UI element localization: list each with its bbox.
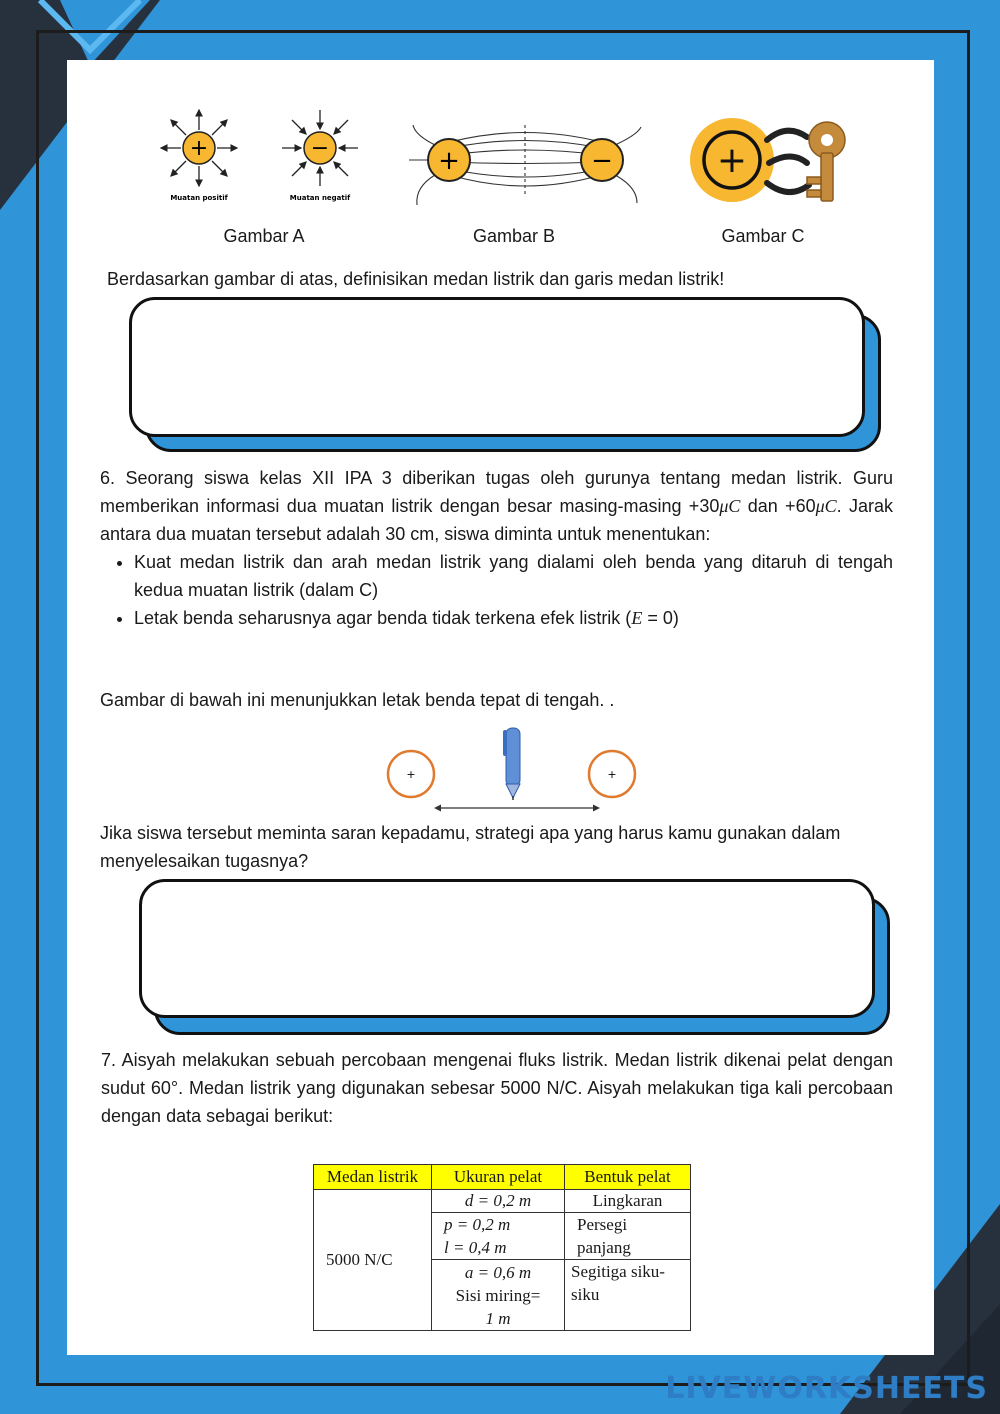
header-medan-listrik: Medan listrik xyxy=(314,1165,432,1190)
header-bentuk-pelat: Bentuk pelat xyxy=(565,1165,691,1190)
charge-left-symbol: + xyxy=(406,768,416,781)
svg-text:+: + xyxy=(438,146,460,176)
question-6-text: 6. Seorang siswa kelas XII IPA 3 diberikan tugas oleh gurunya tentang medan listrik. Guru memberikan informasi dua muatan listrik dengan besar masing-masing +30μC dan +60μC. Jarak antara dua muatan tersebut adalah 30 cm, siswa diminta untuk menentukan: • Kuat medan listrik dan arah medan listrik yang dialami oleh benda yang ditaruh di tengah kedua muatan listrik (dalam C) • Letak benda seharusnya agar benda tidak terkena efek listrik (E = 0) xyxy=(100,464,893,632)
figure-b-dipole-field xyxy=(405,115,650,210)
data-table xyxy=(313,1164,691,1331)
cell-shape-row2: Persegi panjang xyxy=(565,1213,691,1260)
cell-shape-row1: Lingkaran xyxy=(565,1190,691,1213)
label-gambar-c: Gambar C xyxy=(721,226,805,246)
svg-text:−: − xyxy=(591,146,613,176)
label-gambar-b: Gambar B xyxy=(472,226,556,246)
svg-text:+: + xyxy=(716,140,748,181)
question-6-bullets xyxy=(100,548,893,632)
cell-size-row1: d = 0,2 m xyxy=(432,1190,565,1213)
label-gambar-a: Gambar A xyxy=(223,226,305,246)
svg-text:+: + xyxy=(189,136,209,161)
answer-box-1[interactable] xyxy=(129,297,865,437)
watermark-liveworksheets: LIVEWORKSHEETS xyxy=(665,1371,988,1406)
worksheet-page xyxy=(67,60,934,1355)
figure-c-charge-key xyxy=(687,115,857,210)
svg-text:−: − xyxy=(310,136,330,161)
caption-muatan-negatif: Muatan negatif xyxy=(289,194,351,202)
figure-charges-pen xyxy=(382,720,647,815)
cell-size-row2: p = 0,2 m l = 0,4 m xyxy=(432,1213,565,1260)
bullet-letak-benda: • Letak benda seharusnya agar benda tidak terkena efek listrik (E = 0) xyxy=(134,604,893,632)
question-7-text: 7. Aisyah melakukan sebuah percobaan mengenai fluks listrik. Medan listrik dikenai pelat dengan sudut 60°. Medan listrik yang digunakan sebesar 5000 N/C. Aisyah melakukan tiga kali percobaan dengan data sebagai berikut: xyxy=(101,1050,893,1126)
caption-muatan-positif: Muatan positif xyxy=(170,194,228,202)
cell-size-row3: a = 0,6 m Sisi miring= 1 m xyxy=(432,1260,565,1331)
figure-a-charges xyxy=(155,102,370,207)
charge-right-symbol: + xyxy=(607,768,617,781)
pen-icon xyxy=(503,728,520,800)
cell-field-value: 5000 N/C xyxy=(314,1190,432,1331)
cell-shape-row3: Segitiga siku-siku xyxy=(565,1260,691,1331)
answer-box-2[interactable] xyxy=(139,879,875,1018)
header-ukuran-pelat: Ukuran pelat xyxy=(432,1165,565,1190)
question-6-prompt: Jika siswa tersebut meminta saran kepadamu, strategi apa yang harus kamu gunakan dalam menyelesaikan tugasnya? xyxy=(100,823,841,871)
intro-question: Berdasarkan gambar di atas, definisikan medan listrik dan garis medan listrik! xyxy=(107,269,725,289)
bullet-kuat-medan: • Kuat medan listrik dan arah medan listrik yang dialami oleh benda yang ditaruh di tengah kedua muatan listrik (dalam C) xyxy=(134,548,893,604)
figure-intro-text: Gambar di bawah ini menunjukkan letak benda tepat di tengah. . xyxy=(100,690,615,710)
